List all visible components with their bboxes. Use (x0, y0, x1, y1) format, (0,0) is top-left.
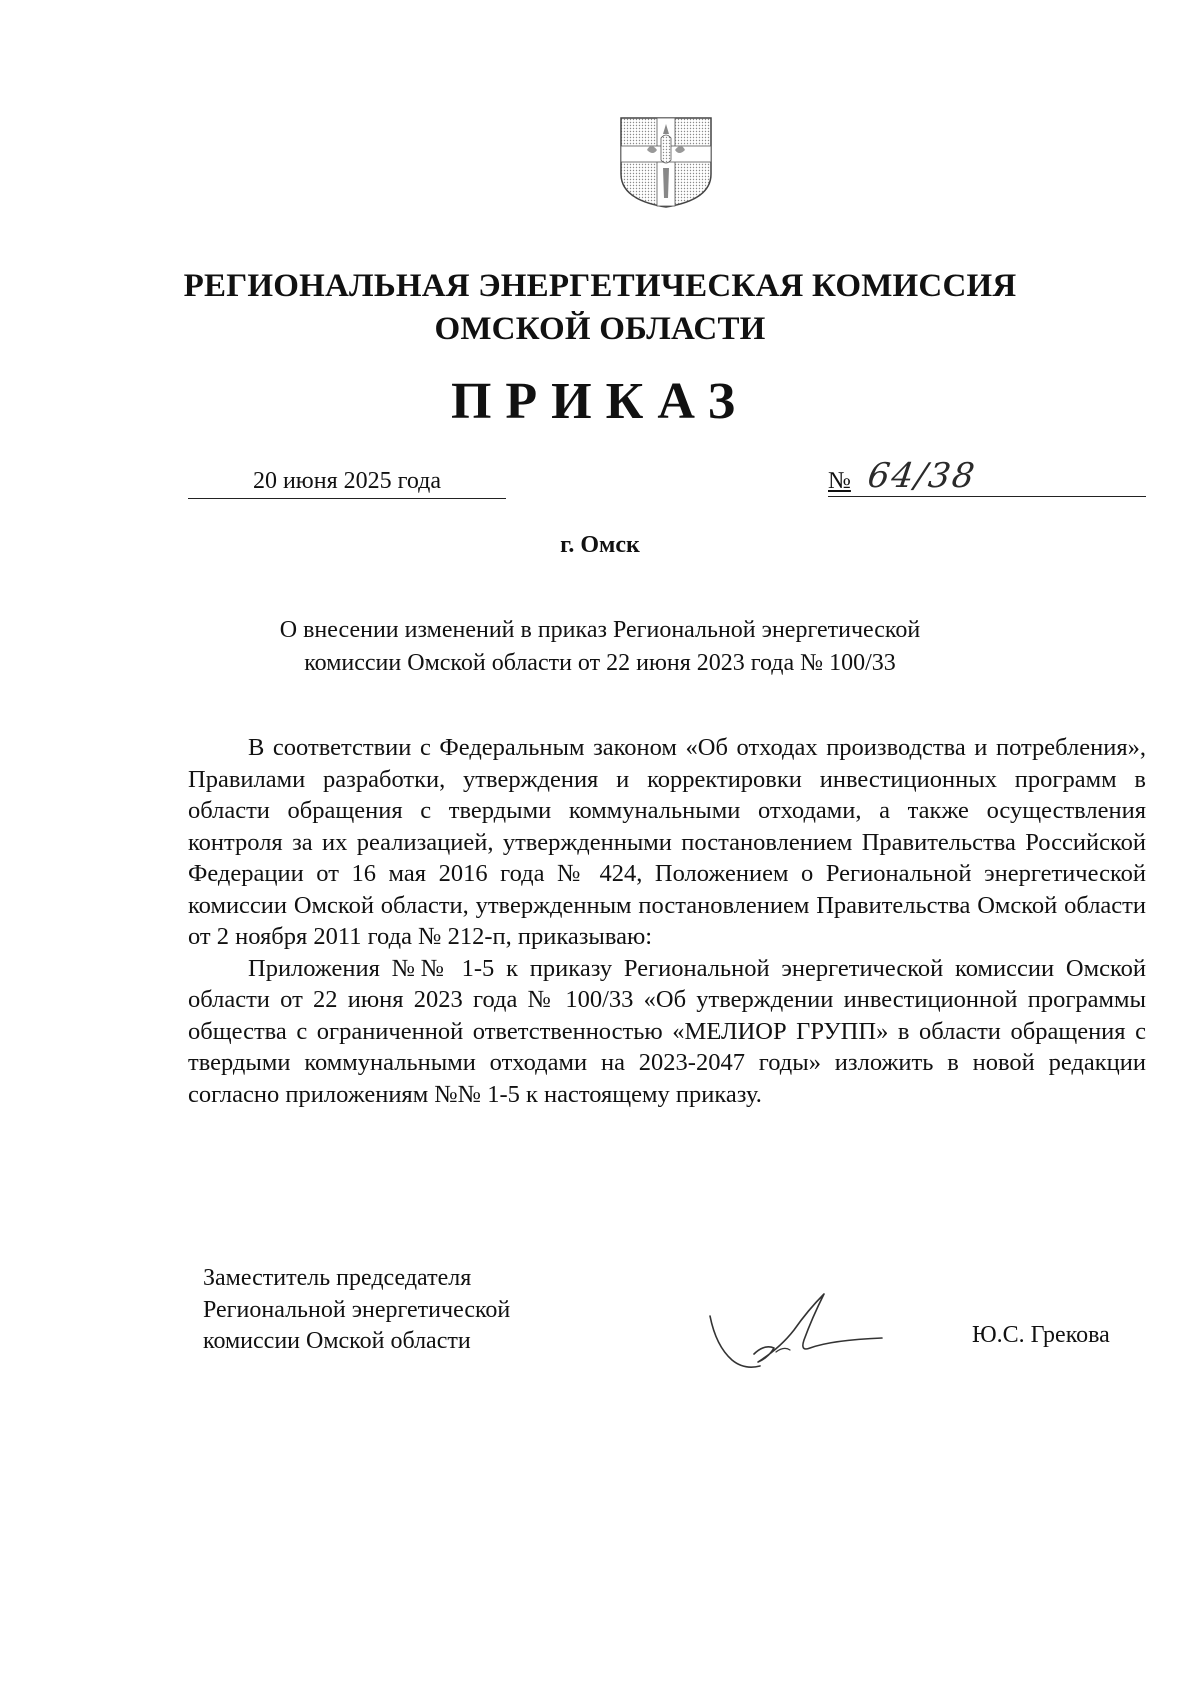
document-type-title: ПРИКАЗ (450, 373, 750, 430)
position-line1: Заместитель председателя (203, 1265, 472, 1291)
position-line2: Региональной энергетической (203, 1296, 511, 1323)
document-body (188, 732, 1146, 1110)
number-prefix: № (828, 468, 851, 494)
coat-of-arms-icon (617, 112, 715, 210)
handwritten-document-number: 64/38 (865, 456, 979, 496)
document-number-field (828, 456, 1146, 497)
body-paragraph-preamble: В соответствии с Федеральным законом «Об отходах производства и потребления», Правилами разработки, утверждения и корректировки инвестиционных программ в области обращения с твердыми коммунальными отходами, а также осуществления контроля за их реализацией, утвержденными постановлением Правительства Российской Федерации от 16 мая 2016 года № 424, Положением о Региональной энергетической комиссии Омской области, утвержденным постановлением Правительства Омской области от 2 ноября 2011 года № 212-п, приказываю: (188, 734, 1146, 950)
position-line3: комиссии Омской области (203, 1328, 471, 1354)
document-subject (200, 614, 1000, 680)
subject-line2: комиссии Омской области от 22 июня 2023 года № 100/33 (304, 650, 896, 676)
signatory-position (203, 1263, 510, 1358)
signatory-name: Ю.С. Грекова (972, 1322, 1110, 1348)
organization-name-line2: ОМСКОЙ ОБЛАСТИ (434, 311, 766, 347)
body-paragraph-order: Приложения №№ 1-5 к приказу Региональной энергетической комиссии Омской области от 22 июня 2023 года № 100/33 «Об утверждении инвестиционной программы общества с ограниченной ответственностью «МЕЛИОР ГРУПП» в области обращения с твердыми коммунальными отходами на 2023-2047 годы» изложить в новой редакции согласно приложениям №№ 1-5 к настоящему приказу. (188, 954, 1146, 1108)
subject-line1: О внесении изменений в приказ Региональной энергетической (279, 617, 921, 643)
organization-name-line1: РЕГИОНАЛЬНАЯ ЭНЕРГЕТИЧЕСКАЯ КОМИССИЯ (183, 268, 1017, 304)
city-label: г. Омск (560, 532, 640, 558)
document-date: 20 июня 2025 года (188, 466, 506, 499)
handwritten-signature-icon (702, 1288, 902, 1383)
